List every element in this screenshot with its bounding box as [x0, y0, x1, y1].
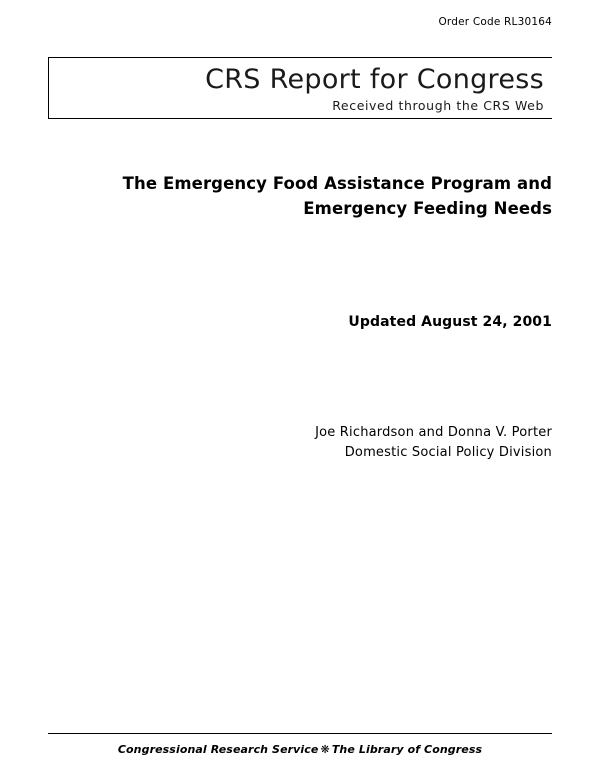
crs-banner	[48, 57, 552, 119]
footer-organization: Congressional Research Service	[117, 743, 319, 756]
page-title-line-2: Emergency Feeding Needs	[303, 198, 552, 218]
footer-library: The Library of Congress	[331, 743, 483, 756]
author-division: Domestic Social Policy Division	[344, 445, 552, 461]
authors-block	[315, 423, 552, 463]
author-names: Joe Richardson and Donna V. Porter	[315, 425, 552, 440]
banner-subtitle: Received through the CRS Web	[332, 98, 544, 113]
updated-date: Updated August 24, 2001	[348, 314, 552, 330]
order-code: Order Code RL30164	[438, 16, 552, 28]
page-title	[60, 172, 552, 222]
footer-divider	[48, 733, 552, 734]
page-title-line-1: The Emergency Food Assistance Program and	[122, 174, 552, 193]
page-footer	[48, 743, 552, 756]
banner-title: CRS Report for Congress	[205, 64, 544, 95]
footer-ornament-icon: ❋	[320, 743, 330, 756]
